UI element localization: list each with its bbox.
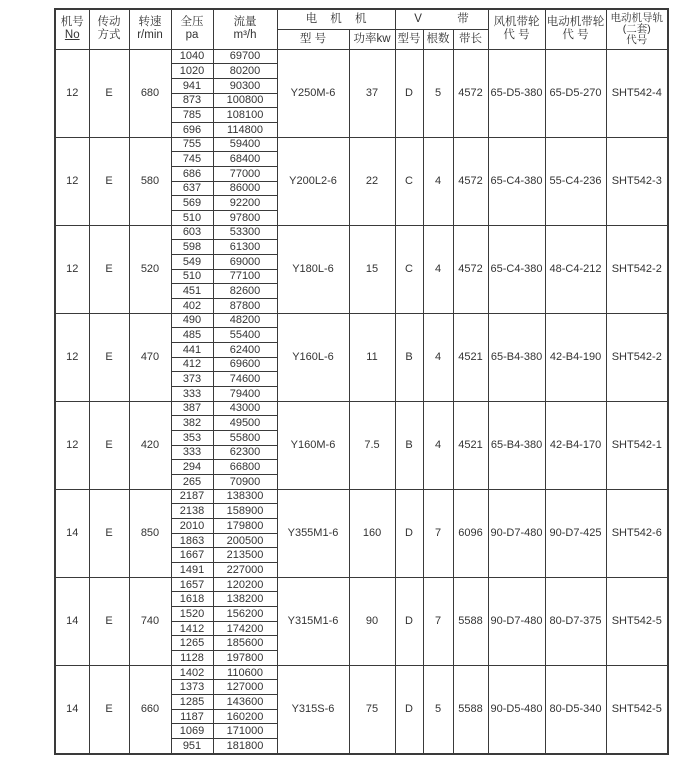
cell-motor-power: 160 xyxy=(349,489,395,577)
cell-vbelt-length: 6096 xyxy=(453,489,488,577)
cell-pressure: 1265 xyxy=(171,636,213,651)
cell-speed: 740 xyxy=(129,577,171,665)
cell-pressure: 412 xyxy=(171,357,213,372)
cell-speed: 580 xyxy=(129,137,171,225)
table-row xyxy=(55,577,668,592)
header-drive-type xyxy=(89,9,129,49)
cell-flow: 213500 xyxy=(213,548,277,563)
cell-vbelt-length: 4572 xyxy=(453,137,488,225)
cell-speed: 470 xyxy=(129,313,171,401)
cell-pressure: 353 xyxy=(171,430,213,445)
header-machine-no xyxy=(55,9,89,49)
cell-machine-no: 12 xyxy=(55,137,89,225)
cell-pressure: 686 xyxy=(171,166,213,181)
cell-vbelt-model: D xyxy=(395,49,423,137)
cell-pressure: 294 xyxy=(171,460,213,475)
cell-vbelt-count: 5 xyxy=(423,49,453,137)
cell-flow: 59400 xyxy=(213,137,277,152)
cell-motor-model: Y160M-6 xyxy=(277,401,349,489)
cell-speed: 680 xyxy=(129,49,171,137)
cell-pressure: 873 xyxy=(171,93,213,108)
cell-pressure: 1412 xyxy=(171,621,213,636)
cell-motor-power: 15 xyxy=(349,225,395,313)
cell-pressure: 1069 xyxy=(171,724,213,739)
header-machine-no-line2: No xyxy=(64,29,80,42)
cell-motor-model: Y250M-6 xyxy=(277,49,349,137)
table-row xyxy=(55,225,668,240)
cell-motor-rail-code: SHT542-5 xyxy=(606,665,668,754)
cell-pressure: 1402 xyxy=(171,665,213,680)
header-pressure xyxy=(171,9,213,49)
cell-flow: 110600 xyxy=(213,665,277,680)
cell-fan-pulley-code: 65-D5-380 xyxy=(488,49,545,137)
cell-fan-pulley-code: 65-C4-380 xyxy=(488,137,545,225)
cell-pressure: 510 xyxy=(171,210,213,225)
cell-vbelt-length: 4572 xyxy=(453,49,488,137)
header-machine-no-line1: 机号 xyxy=(60,16,84,29)
header-vbelt-count: 根数 xyxy=(423,29,453,49)
cell-flow: 49500 xyxy=(213,416,277,431)
cell-drive-type: E xyxy=(89,489,129,577)
cell-motor-model: Y315S-6 xyxy=(277,665,349,754)
cell-pressure: 569 xyxy=(171,196,213,211)
cell-motor-rail-code: SHT542-5 xyxy=(606,577,668,665)
header-motor-rail-line1: 电动机导轨 xyxy=(610,11,664,24)
header-flow-line1: 流量 xyxy=(233,16,257,29)
cell-vbelt-model: C xyxy=(395,225,423,313)
header-speed-line2: r/min xyxy=(137,29,163,42)
cell-flow: 79400 xyxy=(213,386,277,401)
cell-flow: 61300 xyxy=(213,240,277,255)
header-pressure-line2: pa xyxy=(185,29,199,42)
cell-motor-rail-code: SHT542-2 xyxy=(606,313,668,401)
cell-vbelt-count: 7 xyxy=(423,577,453,665)
cell-pressure: 745 xyxy=(171,152,213,167)
cell-pressure: 402 xyxy=(171,298,213,313)
header-motor-power: 功率kw xyxy=(349,29,395,49)
cell-flow: 143600 xyxy=(213,695,277,710)
cell-fan-pulley-code: 90-D5-480 xyxy=(488,665,545,754)
cell-flow: 138200 xyxy=(213,592,277,607)
cell-flow: 174200 xyxy=(213,621,277,636)
cell-motor-model: Y355M1-6 xyxy=(277,489,349,577)
cell-motor-rail-code: SHT542-6 xyxy=(606,489,668,577)
cell-pressure: 333 xyxy=(171,445,213,460)
cell-motor-rail-code: SHT542-1 xyxy=(606,401,668,489)
cell-flow: 97800 xyxy=(213,210,277,225)
cell-flow: 48200 xyxy=(213,313,277,328)
header-motor-rail-line3: 代号 xyxy=(626,33,648,46)
cell-flow: 185600 xyxy=(213,636,277,651)
cell-motor-pulley-code: 90-D7-425 xyxy=(545,489,606,577)
cell-pressure: 382 xyxy=(171,416,213,431)
cell-pressure: 785 xyxy=(171,108,213,123)
cell-pressure: 951 xyxy=(171,739,213,754)
cell-fan-pulley-code: 90-D7-480 xyxy=(488,577,545,665)
cell-pressure: 451 xyxy=(171,284,213,299)
cell-vbelt-model: D xyxy=(395,577,423,665)
cell-pressure: 1285 xyxy=(171,695,213,710)
cell-flow: 138300 xyxy=(213,489,277,504)
cell-flow: 77000 xyxy=(213,166,277,181)
cell-pressure: 490 xyxy=(171,313,213,328)
header-vbelt-model: 型号 xyxy=(395,29,423,49)
cell-machine-no: 12 xyxy=(55,225,89,313)
cell-flow: 69600 xyxy=(213,357,277,372)
header-vbelt-group-label xyxy=(397,13,487,26)
cell-vbelt-model: D xyxy=(395,665,423,754)
cell-motor-pulley-code: 42-B4-170 xyxy=(545,401,606,489)
cell-flow: 86000 xyxy=(213,181,277,196)
table-row xyxy=(55,313,668,328)
header-flow-line2: m³/h xyxy=(233,29,257,42)
cell-pressure: 510 xyxy=(171,269,213,284)
cell-motor-model: Y160L-6 xyxy=(277,313,349,401)
cell-motor-power: 22 xyxy=(349,137,395,225)
cell-vbelt-count: 7 xyxy=(423,489,453,577)
cell-flow: 69000 xyxy=(213,254,277,269)
cell-pressure: 941 xyxy=(171,78,213,93)
cell-vbelt-model: C xyxy=(395,137,423,225)
cell-drive-type: E xyxy=(89,577,129,665)
cell-flow: 171000 xyxy=(213,724,277,739)
cell-flow: 156200 xyxy=(213,607,277,622)
cell-motor-pulley-code: 65-D5-270 xyxy=(545,49,606,137)
header-drive-line2: 方式 xyxy=(97,29,121,42)
cell-vbelt-model: B xyxy=(395,313,423,401)
cell-speed: 420 xyxy=(129,401,171,489)
cell-flow: 114800 xyxy=(213,122,277,137)
cell-flow: 158900 xyxy=(213,504,277,519)
cell-pressure: 2138 xyxy=(171,504,213,519)
cell-flow: 62300 xyxy=(213,445,277,460)
cell-pressure: 1373 xyxy=(171,680,213,695)
cell-motor-pulley-code: 55-C4-236 xyxy=(545,137,606,225)
cell-flow: 90300 xyxy=(213,78,277,93)
fan-spec-table xyxy=(54,8,669,755)
cell-motor-pulley-code: 42-B4-190 xyxy=(545,313,606,401)
cell-vbelt-length: 4521 xyxy=(453,401,488,489)
cell-drive-type: E xyxy=(89,313,129,401)
cell-flow: 80200 xyxy=(213,64,277,79)
table-row xyxy=(55,137,668,152)
header-fan-pulley xyxy=(488,9,545,49)
cell-machine-no: 12 xyxy=(55,313,89,401)
cell-motor-power: 75 xyxy=(349,665,395,754)
header-drive-line1: 传动 xyxy=(97,16,121,29)
header-motor-group-label: 电 机 机 xyxy=(305,12,372,25)
header-fan-pulley-line1: 风机带轮 xyxy=(493,16,540,29)
cell-motor-pulley-code: 48-C4-212 xyxy=(545,225,606,313)
cell-speed: 520 xyxy=(129,225,171,313)
header-fan-pulley-line2: 代 号 xyxy=(503,29,530,42)
header-vbelt-group xyxy=(395,9,488,29)
cell-motor-rail-code: SHT542-4 xyxy=(606,49,668,137)
cell-pressure: 2010 xyxy=(171,519,213,534)
header-speed-line1: 转速 xyxy=(138,16,162,29)
cell-vbelt-count: 4 xyxy=(423,225,453,313)
cell-vbelt-model: D xyxy=(395,489,423,577)
cell-vbelt-length: 4521 xyxy=(453,313,488,401)
cell-flow: 227000 xyxy=(213,563,277,578)
cell-flow: 200500 xyxy=(213,533,277,548)
cell-drive-type: E xyxy=(89,665,129,754)
cell-fan-pulley-code: 65-B4-380 xyxy=(488,401,545,489)
cell-motor-pulley-code: 80-D7-375 xyxy=(545,577,606,665)
header-pressure-line1: 全压 xyxy=(180,16,204,29)
cell-pressure: 441 xyxy=(171,342,213,357)
cell-flow: 160200 xyxy=(213,709,277,724)
cell-pressure: 373 xyxy=(171,372,213,387)
cell-flow: 62400 xyxy=(213,342,277,357)
cell-pressure: 485 xyxy=(171,328,213,343)
cell-flow: 108100 xyxy=(213,108,277,123)
table-header xyxy=(55,9,668,49)
cell-flow: 100800 xyxy=(213,93,277,108)
cell-flow: 55800 xyxy=(213,430,277,445)
table-row xyxy=(55,489,668,504)
cell-flow: 197800 xyxy=(213,651,277,666)
cell-pressure: 1618 xyxy=(171,592,213,607)
header-vbelt-letter: V xyxy=(414,12,422,25)
cell-pressure: 696 xyxy=(171,122,213,137)
cell-flow: 77100 xyxy=(213,269,277,284)
header-flow xyxy=(213,9,277,49)
cell-motor-power: 90 xyxy=(349,577,395,665)
header-motor-pulley-line1: 电动机带轮 xyxy=(546,16,605,29)
cell-motor-power: 37 xyxy=(349,49,395,137)
cell-machine-no: 14 xyxy=(55,489,89,577)
cell-machine-no: 14 xyxy=(55,577,89,665)
cell-drive-type: E xyxy=(89,137,129,225)
cell-vbelt-length: 4572 xyxy=(453,225,488,313)
cell-machine-no: 12 xyxy=(55,401,89,489)
cell-drive-type: E xyxy=(89,225,129,313)
cell-vbelt-count: 5 xyxy=(423,665,453,754)
cell-vbelt-length: 5588 xyxy=(453,665,488,754)
cell-pressure: 1128 xyxy=(171,651,213,666)
cell-motor-rail-code: SHT542-3 xyxy=(606,137,668,225)
cell-pressure: 1040 xyxy=(171,49,213,64)
cell-fan-pulley-code: 65-B4-380 xyxy=(488,313,545,401)
cell-motor-rail-code: SHT542-2 xyxy=(606,225,668,313)
table-row xyxy=(55,401,668,416)
table-row xyxy=(55,665,668,680)
cell-pressure: 598 xyxy=(171,240,213,255)
cell-pressure: 637 xyxy=(171,181,213,196)
cell-flow: 74600 xyxy=(213,372,277,387)
cell-machine-no: 14 xyxy=(55,665,89,754)
cell-flow: 66800 xyxy=(213,460,277,475)
cell-pressure: 333 xyxy=(171,386,213,401)
cell-flow: 87800 xyxy=(213,298,277,313)
cell-pressure: 1520 xyxy=(171,607,213,622)
header-vbelt-word: 带 xyxy=(457,12,469,25)
cell-pressure: 603 xyxy=(171,225,213,240)
header-motor-rail-line2: (二套) xyxy=(622,22,651,35)
cell-pressure: 1863 xyxy=(171,533,213,548)
cell-speed: 850 xyxy=(129,489,171,577)
header-speed xyxy=(129,9,171,49)
cell-machine-no: 12 xyxy=(55,49,89,137)
cell-pressure: 755 xyxy=(171,137,213,152)
cell-pressure: 1657 xyxy=(171,577,213,592)
cell-vbelt-count: 4 xyxy=(423,137,453,225)
cell-flow: 68400 xyxy=(213,152,277,167)
cell-vbelt-length: 5588 xyxy=(453,577,488,665)
cell-flow: 82600 xyxy=(213,284,277,299)
cell-drive-type: E xyxy=(89,401,129,489)
cell-flow: 70900 xyxy=(213,474,277,489)
cell-pressure: 1187 xyxy=(171,709,213,724)
cell-motor-model: Y315M1-6 xyxy=(277,577,349,665)
cell-flow: 179800 xyxy=(213,519,277,534)
cell-vbelt-model: B xyxy=(395,401,423,489)
header-motor-group xyxy=(277,9,395,29)
cell-pressure: 2187 xyxy=(171,489,213,504)
cell-motor-power: 7.5 xyxy=(349,401,395,489)
cell-drive-type: E xyxy=(89,49,129,137)
cell-pressure: 387 xyxy=(171,401,213,416)
cell-fan-pulley-code: 65-C4-380 xyxy=(488,225,545,313)
header-motor-pulley-line2: 代 号 xyxy=(562,29,589,42)
cell-flow: 55400 xyxy=(213,328,277,343)
table-row xyxy=(55,49,668,64)
header-vbelt-length: 带长 xyxy=(453,29,488,49)
cell-pressure: 549 xyxy=(171,254,213,269)
cell-motor-model: Y180L-6 xyxy=(277,225,349,313)
header-motor-rail xyxy=(606,9,668,49)
cell-fan-pulley-code: 90-D7-480 xyxy=(488,489,545,577)
cell-motor-pulley-code: 80-D5-340 xyxy=(545,665,606,754)
cell-flow: 127000 xyxy=(213,680,277,695)
cell-flow: 92200 xyxy=(213,196,277,211)
header-motor-model: 型 号 xyxy=(277,29,349,49)
cell-motor-model: Y200L2-6 xyxy=(277,137,349,225)
cell-pressure: 1491 xyxy=(171,563,213,578)
cell-pressure: 1020 xyxy=(171,64,213,79)
cell-vbelt-count: 4 xyxy=(423,401,453,489)
cell-flow: 69700 xyxy=(213,49,277,64)
header-motor-pulley xyxy=(545,9,606,49)
table-body xyxy=(55,49,668,754)
cell-flow: 43000 xyxy=(213,401,277,416)
cell-flow: 53300 xyxy=(213,225,277,240)
cell-vbelt-count: 4 xyxy=(423,313,453,401)
cell-flow: 120200 xyxy=(213,577,277,592)
cell-flow: 181800 xyxy=(213,739,277,754)
cell-motor-power: 11 xyxy=(349,313,395,401)
cell-pressure: 265 xyxy=(171,474,213,489)
cell-pressure: 1667 xyxy=(171,548,213,563)
cell-speed: 660 xyxy=(129,665,171,754)
